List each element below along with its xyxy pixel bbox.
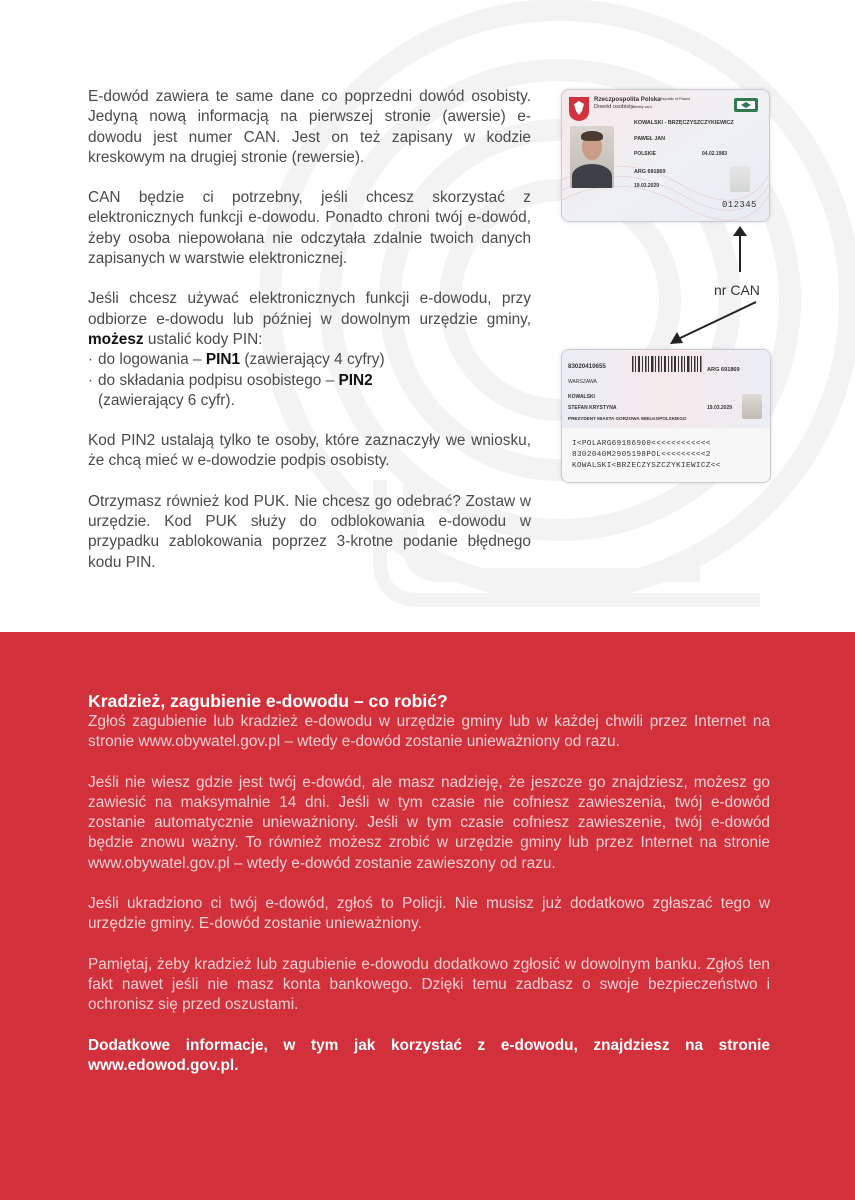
pin2-text: do składania podpisu osobistego – (98, 371, 339, 389)
photo-shoulders (572, 164, 612, 188)
lost-paragraph-4: Pamiętaj, żeby kradzież lub zagubienie e-dowodu dodatkowo zgłosić w dowolnym banku. Zgłoś ten fakt nawet jeśli nie masz konta bankowego. Dzięki temu zadbasz o swoje bezpieczeństwo i ochronisz się przed oszustami. (88, 955, 770, 1014)
pin1-end: (zawierający 4 cyfry) (240, 351, 385, 369)
pin2-end: (zawierający 6 cyfr). (98, 391, 235, 409)
eagle-emblem-icon (568, 96, 590, 122)
intro-paragraph-1: E-dowód zawiera te same dane co poprzedni dowód osobisty. Jedyną nową informacją na pierwszej stronie (awersie) e-dowodu jest numer CAN. Jest on też zapisany w kodzie kreskowym na drugiej stronie (rewersie). (88, 88, 531, 166)
card-doc-number: ARG 691869 (634, 169, 666, 175)
chip-flag-icon (734, 98, 758, 112)
pin1-bold: PIN1 (205, 351, 241, 369)
pin2-item (88, 371, 531, 412)
intro-paragraph-5: Otrzymasz również kod PUK. Nie chcesz go odebrać? Zostaw w urzędzie. Kod PUK służy do odblokowania e-dowodu w przypadku zablokowania poprzez 3-krotne podanie błędnego kodu PIN. (88, 492, 531, 571)
card-can-number: 012345 (722, 200, 757, 210)
card-country-en: Republic of Poland (660, 97, 691, 101)
intro-paragraph-3 (88, 289, 531, 350)
photo-hair (581, 131, 603, 141)
pin-list (88, 350, 531, 411)
intro-paragraph-2: CAN będzie ci potrzebny, jeśli chcesz skorzystać z elektronicznych funkcji e-dowodu. Ponadto chroni twój e-dowód, żeby osoba niepowołana nie odczytała zdalnie twoich danych zapisanych w warstwie elektronicznej. (88, 189, 531, 268)
mrz-line-3: KOWALSKI<BRZECZYSZCZYKIEWICZ<< (572, 462, 721, 470)
pin1-item (88, 350, 531, 370)
lost-paragraph-1: Zgłoś zagubienie lub kradzież e-dowodu w urzędzie gminy lub w każdej chwili przez Internet na stronie www.obywatel.gov.pl – wtedy e-dowód zostanie unieważniony od razu. (88, 713, 770, 751)
pin2-bold: PIN2 (338, 371, 373, 389)
can-arrow-up-icon (730, 224, 750, 274)
pin-intro-bold: możesz (88, 330, 144, 348)
back-mother: STEFAN KRYSTYNA (568, 405, 617, 411)
back-parent-name: KOWALSKI (568, 394, 595, 400)
pin-intro-end: ustalić kody PIN: (143, 330, 263, 348)
lost-card-section (0, 632, 855, 1200)
lost-paragraph-3: Jeśli ukradziono ci twój e-dowód, zgłoś to Policji. Nie musisz już dodatkowo zgłaszać tego w urzędzie gminy. E-dowód zostanie unieważniony. (88, 895, 770, 933)
back-expiry: 19.03.2029 (707, 405, 733, 411)
mrz-line-2: 8302040M2905198POL<<<<<<<<<2 (572, 451, 711, 459)
back-place: WARSZAWA (568, 379, 597, 385)
back-pesel: 83020410655 (568, 363, 606, 370)
card-doc-en: Identity card (632, 105, 652, 109)
barcode-icon (632, 356, 702, 372)
intro-paragraph-4: Kod PIN2 ustalają tylko te osoby, które zaznaczyły we wniosku, że chcą mieć w e-dowodzie podpis osobisty. (88, 432, 531, 470)
id-card-front (561, 89, 770, 222)
card-photo (570, 126, 614, 188)
card-surname: KOWALSKI - BRZĘCZYSZCZYKIEWICZ (634, 120, 734, 126)
back-small-photo (742, 394, 762, 419)
lost-card-heading: Kradzież, zagubienie e-dowodu – co robić? (88, 691, 448, 711)
can-label: nr CAN (714, 282, 760, 298)
card-country: Rzeczpospolita Polska (594, 96, 661, 103)
lost-paragraph-2: Jeśli nie wiesz gdzie jest twój e-dowód, ale masz nadzieję, że jeszcze go znajdziesz, możesz go zawiesić na maksymalnie 14 dni. Jeśli w tym czasie nie cofniesz zawieszenia, twój e-dowód zostanie automatycznie unieważniony. Jeśli w tym czasie cofniesz zawieszenie, twój e-dowód będzie znowu ważny. To również możesz zrobić w urzędzie gminy lub przez Internet na stronie www.obywatel.gov.pl – wtedy e-dowód zostanie zawieszony od razu. (88, 773, 770, 872)
card-given-name: PAWEŁ JAN (634, 136, 666, 142)
back-doc-number: ARG 691869 (707, 367, 740, 373)
card-nationality: POLSKIE (634, 151, 656, 157)
pin-intro-text: Jeśli chcesz używać elektronicznych funkcji e-dowodu, przy odbiorze e-dowodu lub później w dowolnym urzędzie gminy, (88, 290, 531, 328)
lost-card-text (88, 690, 770, 1096)
pin1-text: do logowania – (98, 351, 206, 369)
can-arrow-diagonal-icon (668, 300, 758, 350)
id-card-back (561, 349, 771, 483)
card-doc: Dowód osobisty (594, 104, 634, 110)
intro-text (88, 87, 531, 593)
back-issuer: PREZYDENT MIASTA GORZOWA WIELKOPOLSKIEGO (568, 416, 687, 421)
card-expiry: 19.03.2029 (634, 183, 660, 189)
card-small-photo (730, 166, 750, 192)
mrz-line-1: I<POLARG69186900<<<<<<<<<<<< (572, 440, 711, 448)
card-birth: 04.02.1983 (702, 151, 728, 157)
more-info-paragraph: Dodatkowe informacje, w tym jak korzystać z e-dowodu, znajdziesz na stronie www.edowod.gov.pl. (88, 1036, 770, 1074)
